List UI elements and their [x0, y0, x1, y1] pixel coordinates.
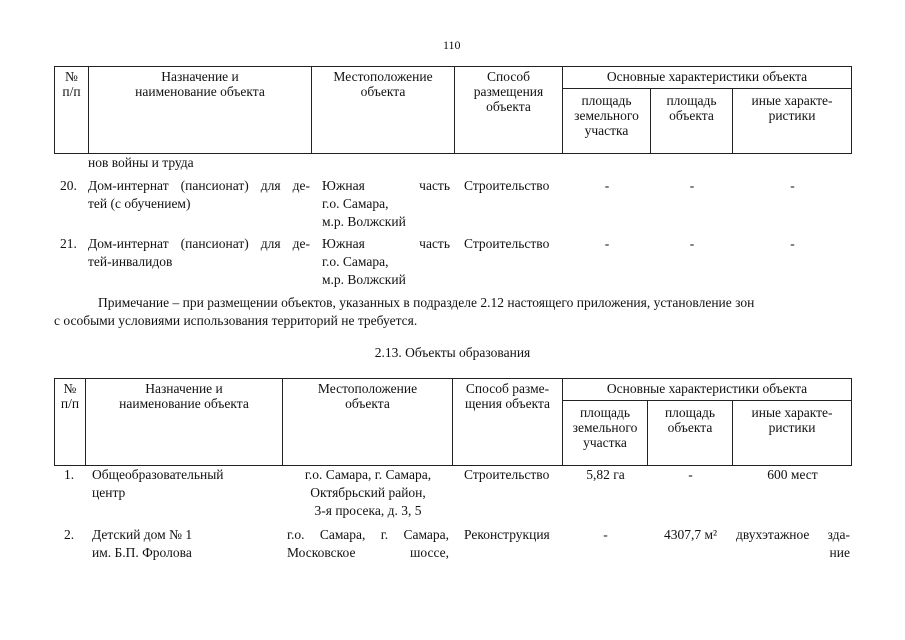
row-21-name-line2: тей-инвалидов [88, 254, 173, 269]
row-20-area: - [689, 178, 695, 193]
page-number: 110 [443, 38, 461, 52]
row-1-loc-line1: г.о. Самара, г. Самара, [304, 467, 432, 482]
row-2-loc-part2: шоссе, [410, 545, 449, 560]
continuation-text: нов войны и труда [88, 155, 194, 170]
row-20-method: Строительство [464, 178, 550, 193]
section-title: 2.13. Объекты образования [374, 345, 531, 360]
row-2-land: - [603, 527, 608, 542]
header2-location: Местоположение объекта [283, 379, 453, 466]
row-1-method: Строительство [464, 467, 550, 482]
header2-other: иные характе- ристики [733, 401, 852, 466]
row-20-loc-part1: Южная [322, 178, 365, 193]
header-name: Назначение и наименование объекта [89, 67, 312, 154]
header-num: № п/п [55, 67, 89, 154]
row-2-name-line2: им. Б.П. Фролова [92, 545, 192, 560]
row-2-other [736, 526, 850, 562]
row-21-name [88, 235, 310, 271]
row-20-land: - [604, 178, 610, 193]
row-1-loc-line3: 3-я просека, д. 3, 5 [314, 503, 422, 518]
row-21-method: Строительство [464, 236, 550, 251]
header2-num: № п/п [55, 379, 86, 466]
header2-method: Способ разме- щения объекта [453, 379, 563, 466]
row-1-num: 1. [64, 467, 75, 482]
header2-characteristics: Основные характеристики объекта [563, 379, 852, 401]
row-20-loc-line2: г.о. Самара, [322, 196, 389, 211]
header2-land-area: площадь земельного участка [563, 401, 648, 466]
row-1-area: - [688, 467, 693, 482]
row-2-loc-line1: г.о. Самара, г. Самара, [287, 527, 449, 542]
note-line1: Примечание – при размещении объектов, указанных в подразделе 2.12 настоящего приложения, установление зон [98, 295, 755, 310]
row-2-area: 4307,7 м² [663, 527, 718, 542]
row-20-loc-part2: часть [419, 178, 450, 193]
row-1-land: 5,82 га [586, 467, 625, 482]
row-20-other: - [790, 178, 795, 193]
row-21-area: - [689, 236, 695, 251]
row-20-name [88, 177, 310, 213]
row-21-loc-part1: Южная [322, 236, 365, 251]
row-21-loc-line3: м.р. Волжский [322, 272, 406, 287]
row-21-num: 21. [60, 236, 77, 251]
header-object-area: площадь объекта [651, 89, 733, 154]
row-21-name-line1: Дом-интернат (пансионат) для де- [88, 236, 310, 251]
row-2-location [287, 526, 449, 562]
row-20-loc-line3: м.р. Волжский [322, 214, 406, 229]
row-20-location [322, 177, 450, 231]
header-method: Способ размещения объекта [455, 67, 563, 154]
row-1-name-line1: Общеобразовательный [92, 467, 224, 482]
row-2-loc-part1: Московское [287, 545, 356, 560]
row-21-loc-part2: часть [419, 236, 450, 251]
row-20-name-line2: тей (с обучением) [88, 196, 191, 211]
table-header-2-12 [54, 66, 852, 154]
row-1-name [92, 466, 282, 502]
row-1-name-line2: центр [92, 485, 126, 500]
row-2-method: Реконструкция [464, 527, 550, 542]
header2-name: Назначение и наименование объекта [86, 379, 283, 466]
row-21-location [322, 235, 450, 289]
header2-object-area: площадь объекта [648, 401, 733, 466]
row-2-num: 2. [64, 527, 75, 542]
row-1-loc-line2: Октябрьский район, [310, 485, 426, 500]
header-characteristics: Основные характеристики объекта [563, 67, 852, 89]
header-location: Местоположение объекта [312, 67, 455, 154]
table-header-2-13 [54, 378, 852, 466]
header-other: иные характе- ристики [733, 89, 852, 154]
row-2-name [92, 526, 282, 562]
row-2-other-line2: ние [829, 545, 850, 560]
row-2-other-line1: двухэтажное зда- [736, 527, 850, 542]
row-1-other: 600 мест [767, 467, 818, 482]
row-21-loc-line2: г.о. Самара, [322, 254, 389, 269]
row-20-name-line1: Дом-интернат (пансионат) для де- [88, 178, 310, 193]
row-1-location [283, 466, 453, 520]
row-2-name-line1: Детский дом № 1 [92, 527, 193, 542]
row-21-land: - [604, 236, 610, 251]
row-20-num: 20. [60, 178, 77, 193]
header-land-area: площадь земельного участка [563, 89, 651, 154]
row-21-other: - [790, 236, 795, 251]
note-line2: с особыми условиями использования территорий не требуется. [54, 313, 418, 328]
